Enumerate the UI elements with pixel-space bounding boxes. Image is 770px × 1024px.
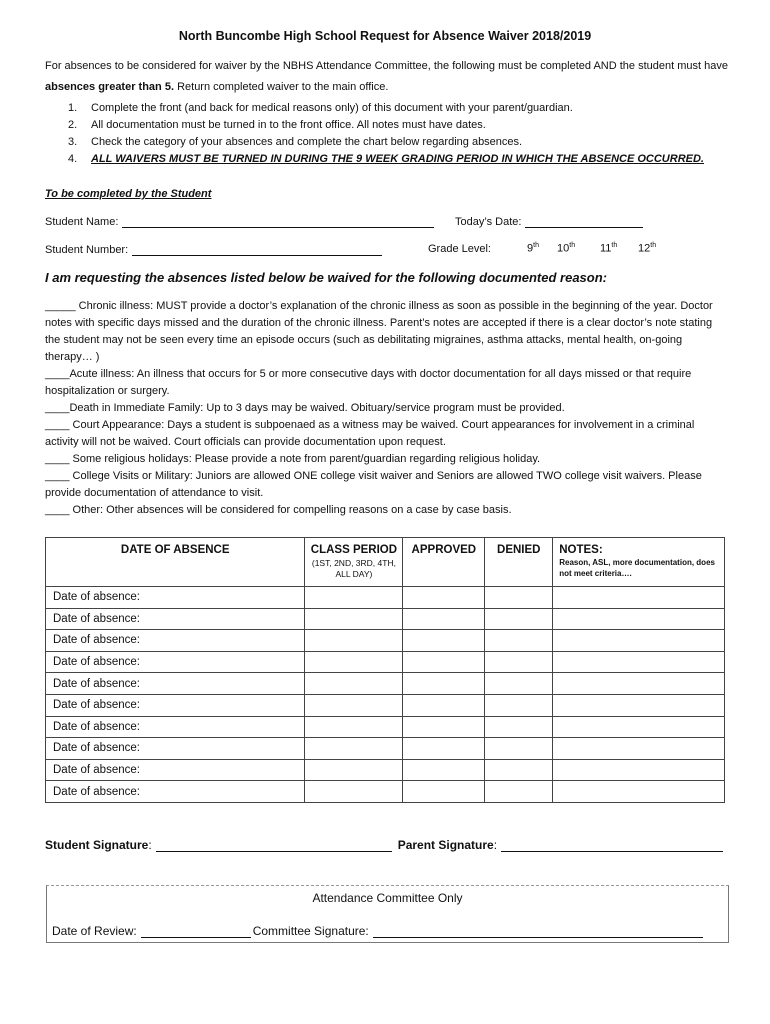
notes-cell[interactable] (553, 587, 725, 609)
instruction-item (68, 134, 728, 151)
date-of-absence-cell[interactable]: Date of absence: (46, 781, 305, 803)
class-period-cell[interactable] (305, 673, 403, 695)
date-of-absence-cell[interactable]: Date of absence: (46, 630, 305, 652)
instruction-number: 4. (68, 153, 78, 165)
denied-cell[interactable] (485, 759, 553, 781)
notes-cell[interactable] (553, 694, 725, 716)
reason-acute-illness[interactable]: ____Acute illness: An illness that occurs for 5 or more consecutive days with doctor documentation for all days missed or that require hospitalization or surgery. (45, 368, 692, 397)
denied-cell[interactable] (485, 673, 553, 695)
table-row (46, 759, 725, 781)
parent-signature-field[interactable] (501, 839, 723, 852)
student-signature-field[interactable] (156, 839, 392, 852)
table-row (46, 651, 725, 673)
approved-cell[interactable] (403, 630, 485, 652)
class-period-cell[interactable] (305, 587, 403, 609)
date-of-absence-cell[interactable]: Date of absence: (46, 738, 305, 760)
date-of-absence-cell[interactable]: Date of absence: (46, 694, 305, 716)
intro-text-2: Return completed waiver to the main office. (174, 81, 389, 93)
grade-number: 10 (557, 242, 570, 255)
reason-other[interactable]: ____ Other: Other absences will be considered for compelling reasons on a case by case basis. (45, 504, 512, 516)
committee-title: Attendance Committee Only (312, 891, 463, 905)
grade-suffix: th (533, 242, 539, 249)
student-number-label: Student Number: (45, 244, 129, 256)
denied-cell[interactable] (485, 630, 553, 652)
instruction-number: 2. (68, 119, 78, 131)
class-period-cell[interactable] (305, 608, 403, 630)
class-period-cell[interactable] (305, 694, 403, 716)
denied-cell[interactable] (485, 608, 553, 630)
committee-box (46, 885, 729, 943)
reasons-list (45, 298, 730, 519)
date-of-absence-cell[interactable]: Date of absence: (46, 608, 305, 630)
instructions-list (68, 100, 728, 168)
header-approved: APPROVED (403, 538, 485, 587)
instruction-item (68, 100, 728, 117)
committee-fields (52, 924, 703, 938)
student-signature-label: Student Signature (45, 838, 149, 852)
instruction-text: Complete the front (and back for medical reasons only) of this document with your parent/guardian. (91, 102, 573, 114)
header-class-period-sub: (1ST, 2ND, 3RD, 4TH, ALL DAY) (311, 558, 396, 579)
table-row (46, 738, 725, 760)
table-row (46, 608, 725, 630)
notes-cell[interactable] (553, 759, 725, 781)
grade-option-12[interactable] (638, 242, 656, 255)
date-of-absence-cell[interactable]: Date of absence: (46, 759, 305, 781)
student-name-field[interactable] (122, 215, 434, 228)
approved-cell[interactable] (403, 673, 485, 695)
todays-date-row (455, 215, 643, 228)
grade-number: 9 (527, 242, 534, 255)
denied-cell[interactable] (485, 651, 553, 673)
table-header-row (46, 538, 725, 587)
notes-cell[interactable] (553, 608, 725, 630)
instruction-item (68, 117, 728, 134)
reason-religious-holidays[interactable]: ____ Some religious holidays: Please provide a note from parent/guardian regarding religious holiday. (45, 453, 541, 465)
denied-cell[interactable] (485, 716, 553, 738)
grade-suffix: th (569, 242, 576, 249)
reason-chronic-illness[interactable]: _____ Chronic illness: MUST provide a doctor’s explanation of the chronic illness as soon as possible in the beginning of the year. Doctor notes with specific days missed and the duration of the chronic illness. Parent’s notes are accepted if there is a clear doctor’s note stating the student may not be seen every time an episode occurs (such as debilitating migraines, asthma attacks, mental health, on-going therapy… ) (45, 300, 713, 363)
table-row (46, 587, 725, 609)
colon: : (148, 838, 152, 852)
header-notes-sub: Reason, ASL, more documentation, does not meet criteria…. (559, 558, 715, 578)
notes-cell[interactable] (553, 716, 725, 738)
instruction-text: ALL WAIVERS MUST BE TURNED IN DURING THE 9 WEEK GRADING PERIOD IN WHICH THE ABSENCE OCCURRED. (91, 153, 704, 165)
notes-cell[interactable] (553, 673, 725, 695)
reason-court-appearance[interactable]: ____ Court Appearance: Days a student is subpoenaed as a witness may be waived. Court appearances for involvement in a criminal activity will not be waived. Court officials can provide documentation upon request. (45, 419, 695, 448)
instruction-text: All documentation must be turned in to the front office. All notes must have dates. (91, 119, 486, 131)
grade-suffix: th (650, 242, 657, 249)
approved-cell[interactable] (403, 781, 485, 803)
committee-signature-label: Committee Signature: (252, 924, 369, 938)
absence-table (45, 537, 725, 803)
intro-text-1: For absences to be considered for waiver by the NBHS Attendance Committee, the following must be completed AND the student must have (45, 60, 728, 72)
reason-college-visits[interactable]: ____ College Visits or Military: Juniors are allowed ONE college visit waiver and Seniors are allowed TWO college visit waivers. Please provide documentation of attendance to visit. (45, 470, 702, 499)
denied-cell[interactable] (485, 781, 553, 803)
approved-cell[interactable] (403, 587, 485, 609)
denied-cell[interactable] (485, 738, 553, 760)
date-of-absence-cell[interactable]: Date of absence: (46, 673, 305, 695)
table-row (46, 694, 725, 716)
date-of-review-field[interactable] (141, 925, 251, 938)
parent-signature-label: Parent Signature (397, 838, 494, 852)
notes-cell[interactable] (553, 738, 725, 760)
class-period-cell[interactable] (305, 738, 403, 760)
intro-paragraph (45, 56, 735, 98)
header-date-of-absence: DATE OF ABSENCE (46, 538, 305, 587)
instruction-item (68, 151, 728, 168)
approved-cell[interactable] (403, 608, 485, 630)
grade-level-label: Grade Level: (428, 243, 491, 255)
table-row (46, 630, 725, 652)
intro-bold: absences greater than 5. (45, 81, 175, 93)
student-number-row (45, 243, 382, 256)
notes-cell[interactable] (553, 651, 725, 673)
class-period-cell[interactable] (305, 651, 403, 673)
date-of-absence-cell[interactable]: Date of absence: (46, 587, 305, 609)
date-of-absence-cell[interactable]: Date of absence: (46, 651, 305, 673)
grade-level-row (428, 243, 491, 255)
grade-number: 12 (638, 242, 651, 255)
date-of-absence-cell[interactable]: Date of absence: (46, 716, 305, 738)
grade-number: 11 (600, 242, 612, 255)
approved-cell[interactable] (403, 759, 485, 781)
instruction-text: Check the category of your absences and complete the chart below regarding absences. (91, 136, 523, 148)
colon: : (493, 838, 498, 852)
class-period-cell[interactable] (305, 716, 403, 738)
instruction-number: 1. (68, 102, 78, 114)
student-name-row (45, 215, 434, 228)
table-row (46, 781, 725, 803)
approved-cell[interactable] (403, 738, 485, 760)
todays-date-field[interactable] (525, 215, 643, 228)
student-name-label: Student Name: (45, 216, 119, 228)
approved-cell[interactable] (403, 716, 485, 738)
grade-option-11[interactable] (600, 242, 617, 255)
date-of-review-label: Date of Review: (52, 924, 137, 938)
grade-option-9[interactable] (527, 242, 539, 255)
table-row (46, 716, 725, 738)
approved-cell[interactable] (403, 694, 485, 716)
grade-option-10[interactable] (557, 242, 575, 255)
class-period-cell[interactable] (305, 630, 403, 652)
header-class-period: CLASS PERIOD (1ST, 2ND, 3RD, 4TH, ALL DAY) (305, 538, 403, 587)
header-denied: DENIED (485, 538, 553, 587)
reason-death-in-family[interactable]: ____Death in Immediate Family: Up to 3 days may be waived. Obituary/service program must be provided. (45, 402, 565, 414)
denied-cell[interactable] (485, 694, 553, 716)
approved-cell[interactable] (403, 651, 485, 673)
grade-suffix: th (611, 242, 618, 249)
notes-cell[interactable] (553, 630, 725, 652)
table-row (46, 673, 725, 695)
reasons-heading: I am requesting the absences listed below be waived for the following documented reason: (45, 270, 607, 285)
notes-cell[interactable] (553, 781, 725, 803)
todays-date-label: Today’s Date: (455, 216, 522, 228)
student-number-field[interactable] (132, 243, 382, 256)
class-period-cell[interactable] (305, 781, 403, 803)
instruction-number: 3. (68, 136, 78, 148)
denied-cell[interactable] (485, 587, 553, 609)
committee-signature-field[interactable] (373, 925, 703, 938)
form-title: North Buncombe High School Request for Absence Waiver 2018/2019 (178, 29, 592, 43)
signature-row (45, 838, 730, 852)
class-period-cell[interactable] (305, 759, 403, 781)
header-notes: NOTES: Reason, ASL, more documentation, does not meet criteria…. (553, 538, 725, 587)
student-section-heading: To be completed by the Student (45, 188, 212, 200)
